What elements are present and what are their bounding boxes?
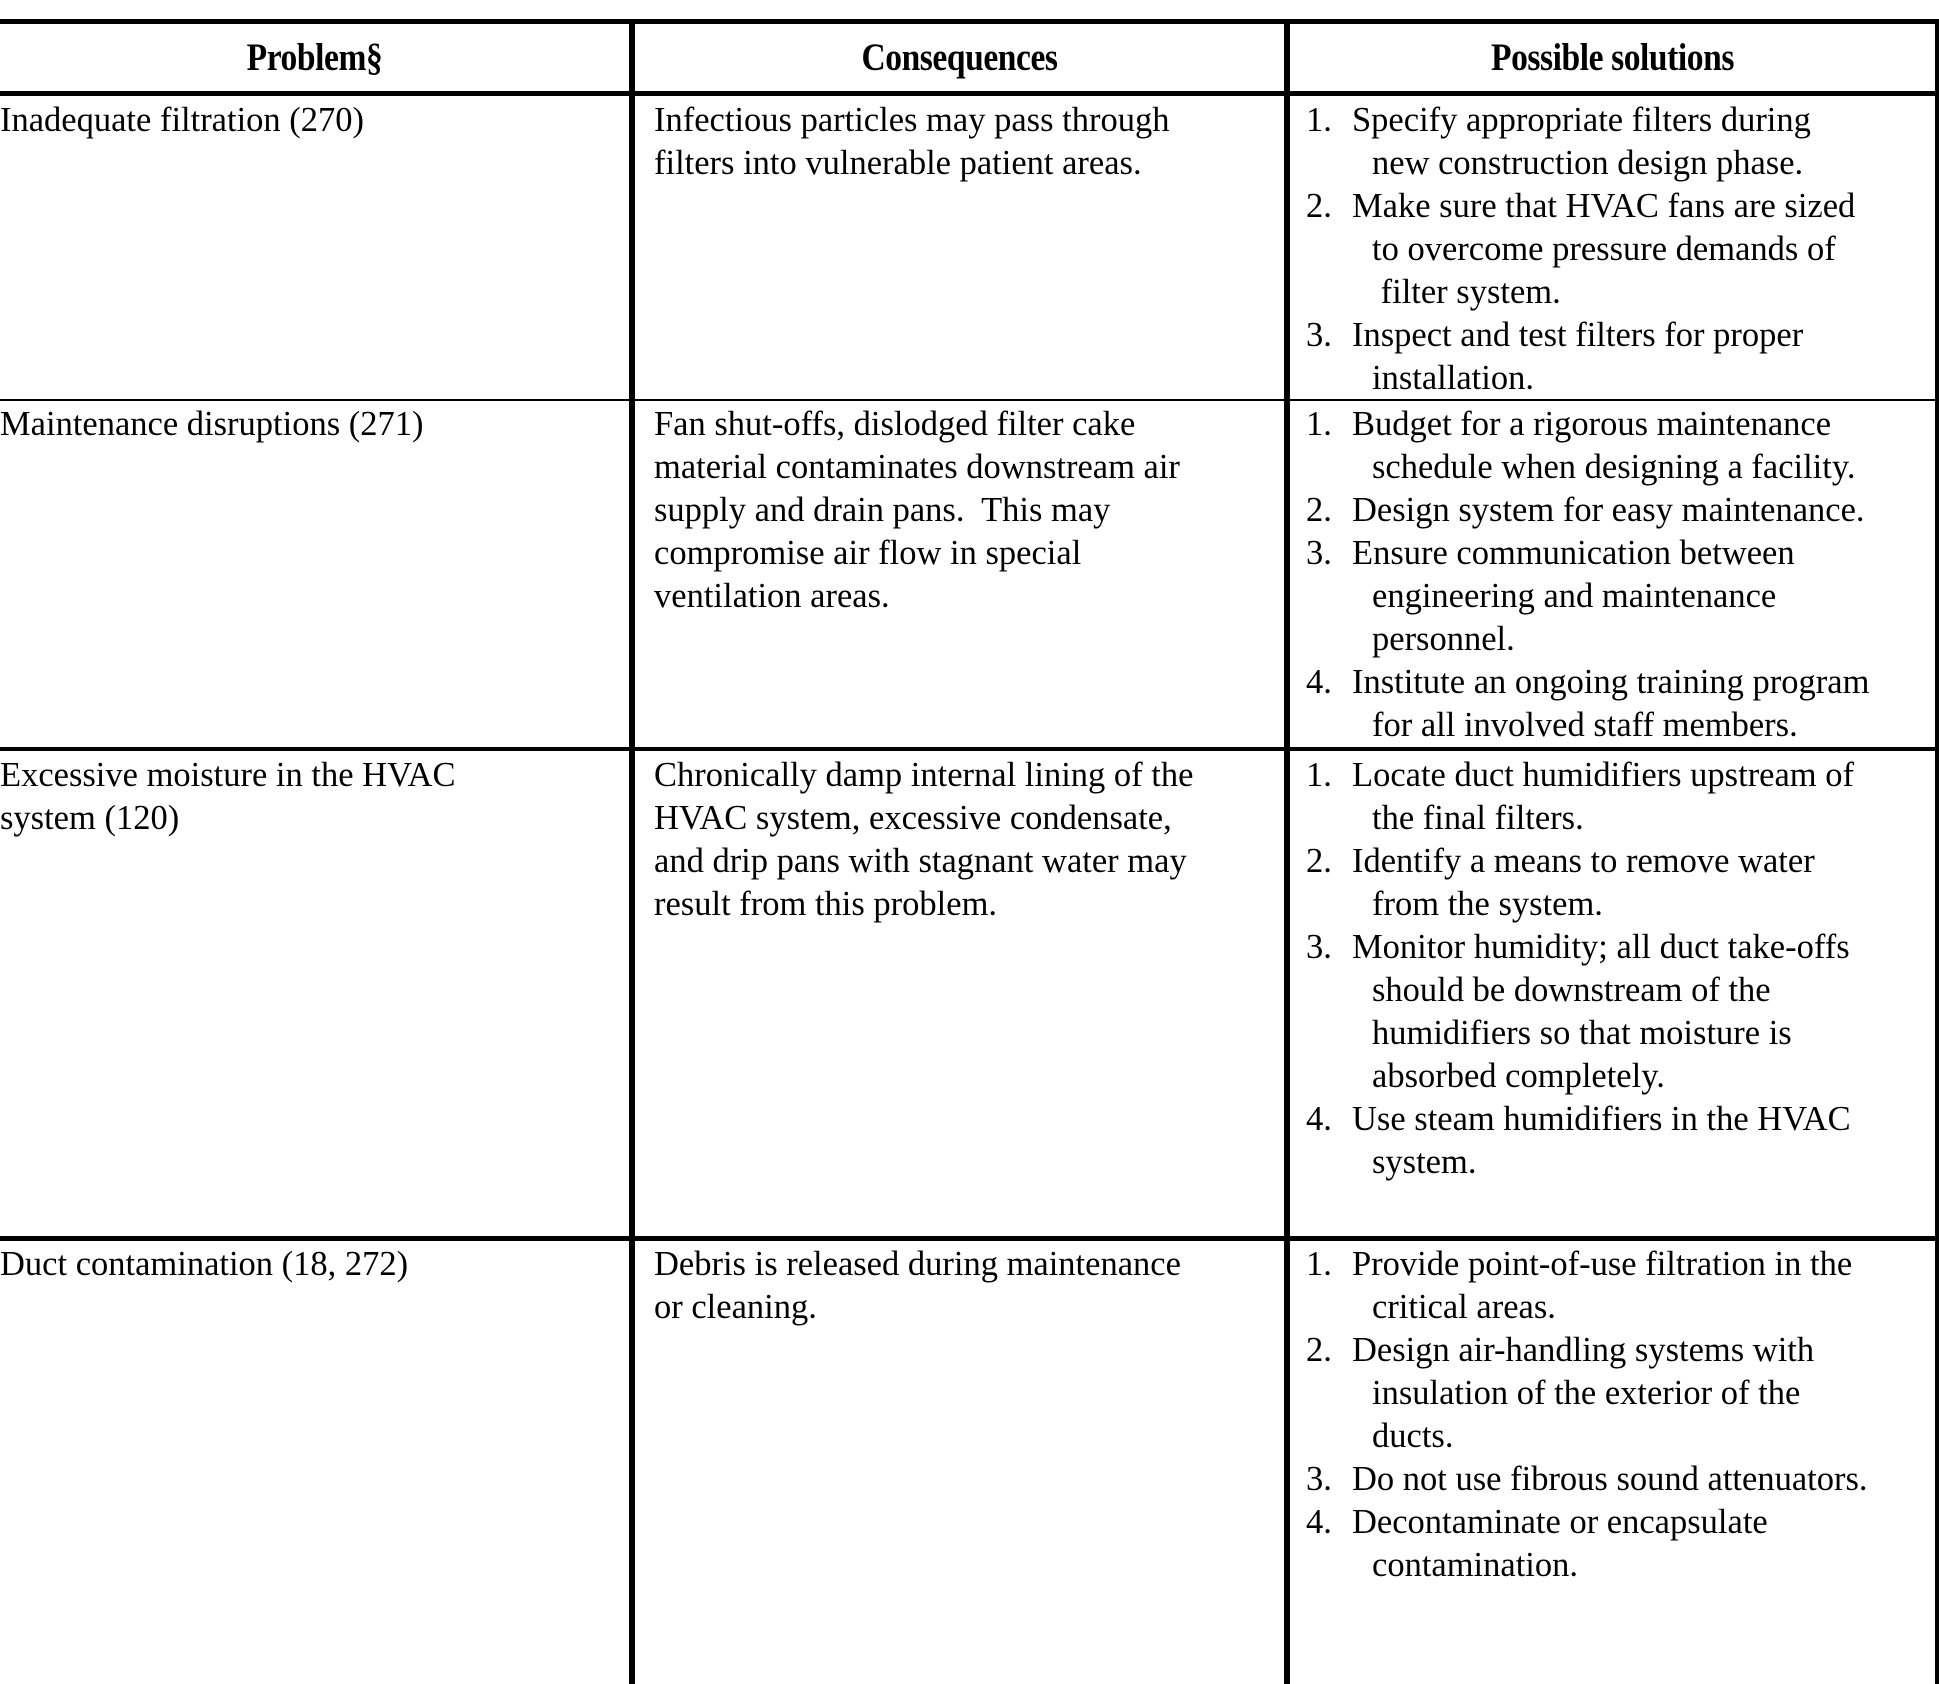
solution-line: Monitor humidity; all duct take-offs xyxy=(1352,928,1850,966)
row-3-bottom-border xyxy=(0,1236,1939,1241)
solution-line: personnel. xyxy=(1372,620,1515,658)
solution-number: 4. xyxy=(1306,663,1332,701)
solution-line: Make sure that HVAC fans are sized xyxy=(1352,187,1856,225)
solution-line: to overcome pressure demands of xyxy=(1372,230,1836,268)
solution-item xyxy=(1306,1501,1931,1587)
solution-item xyxy=(1306,532,1931,661)
row-3-problem: Excessive moisture in the HVAC system (120) xyxy=(0,756,456,837)
solution-line: Budget for a rigorous maintenance xyxy=(1352,405,1832,443)
solution-item xyxy=(1306,403,1931,489)
solution-line: Locate duct humidifiers upstream of xyxy=(1352,756,1855,794)
solution-number: 1. xyxy=(1306,756,1332,794)
solution-number: 3. xyxy=(1306,316,1332,354)
solution-line: filter system. xyxy=(1372,273,1561,311)
solution-item xyxy=(1306,99,1931,185)
solution-line: critical areas. xyxy=(1372,1288,1556,1326)
solution-line: contamination. xyxy=(1372,1546,1578,1584)
header-consequences: Consequences xyxy=(861,36,1058,79)
solution-item xyxy=(1306,1329,1931,1458)
header-problem: Problem§ xyxy=(246,36,383,79)
row-1-solutions xyxy=(1306,99,1931,400)
solution-line: Design system for easy maintenance. xyxy=(1352,491,1865,529)
row-2-consequence: Fan shut-offs, dislodged filter cake material contaminates downstream air supply and drain pans. This may compromise air flow in special ventilation areas. xyxy=(654,405,1180,615)
row-4-problem: Duct contamination (18, 272) xyxy=(0,1245,409,1283)
solution-line: Decontaminate or encapsulate xyxy=(1352,1503,1768,1541)
solution-line: Do not use fibrous sound attenuators. xyxy=(1352,1460,1868,1498)
row-2-solutions xyxy=(1306,403,1931,747)
solution-line: Use steam humidifiers in the HVAC xyxy=(1352,1100,1851,1138)
solution-line: humidifiers so that moisture is xyxy=(1372,1014,1792,1052)
solution-item xyxy=(1306,1243,1931,1329)
solution-number: 3. xyxy=(1306,534,1332,572)
row-3-solutions xyxy=(1306,754,1931,1184)
solution-number: 2. xyxy=(1306,491,1332,529)
solution-number: 2. xyxy=(1306,187,1332,225)
solution-line: absorbed completely. xyxy=(1372,1057,1665,1095)
solution-number: 2. xyxy=(1306,1331,1332,1369)
solution-item xyxy=(1306,840,1931,926)
solution-number: 2. xyxy=(1306,842,1332,880)
solution-line: should be downstream of the xyxy=(1372,971,1771,1009)
solution-number: 3. xyxy=(1306,1460,1332,1498)
solution-line: the final filters. xyxy=(1372,799,1584,837)
solution-number: 4. xyxy=(1306,1503,1332,1541)
solution-line: engineering and maintenance xyxy=(1372,577,1777,615)
solution-item xyxy=(1306,185,1931,314)
solution-line: Identify a means to remove water xyxy=(1352,842,1815,880)
row-2-problem: Maintenance disruptions (271) xyxy=(0,405,424,443)
solution-line: Specify appropriate filters during xyxy=(1352,101,1811,139)
row-2-bottom-border xyxy=(0,747,1939,751)
solution-item xyxy=(1306,314,1931,400)
solution-number: 1. xyxy=(1306,405,1332,443)
solution-line: installation. xyxy=(1372,359,1534,397)
solution-item xyxy=(1306,926,1931,1098)
solution-line: Provide point-of-use filtration in the xyxy=(1352,1245,1853,1283)
solution-line: new construction design phase. xyxy=(1372,144,1804,182)
row-1-problem: Inadequate filtration (270) xyxy=(0,101,365,139)
solution-line: insulation of the exterior of the xyxy=(1372,1374,1801,1412)
solution-line: Inspect and test filters for proper xyxy=(1352,316,1804,354)
solution-line: Ensure communication between xyxy=(1352,534,1795,572)
solution-item xyxy=(1306,661,1931,747)
solution-line: Institute an ongoing training program xyxy=(1352,663,1870,701)
solution-item xyxy=(1306,1458,1931,1501)
column-divider-2 xyxy=(1284,19,1290,1684)
table-right-border xyxy=(1935,19,1939,1684)
solution-line: for all involved staff members. xyxy=(1372,706,1798,744)
solution-item xyxy=(1306,754,1931,840)
row-4-solutions xyxy=(1306,1243,1931,1587)
solution-line: from the system. xyxy=(1372,885,1603,923)
column-divider-1 xyxy=(629,19,635,1684)
solution-number: 4. xyxy=(1306,1100,1332,1138)
solution-number: 1. xyxy=(1306,1245,1332,1283)
solution-line: system. xyxy=(1372,1143,1477,1181)
header-possible-solutions: Possible solutions xyxy=(1491,36,1734,79)
row-1-consequence: Infectious particles may pass through filters into vulnerable patient areas. xyxy=(654,101,1170,182)
solution-line: schedule when designing a facility. xyxy=(1372,448,1856,486)
solution-number: 1. xyxy=(1306,101,1332,139)
solution-item xyxy=(1306,489,1931,532)
row-3-consequence: Chronically damp internal lining of the HVAC system, excessive condensate, and drip pans with stagnant water may result from this problem. xyxy=(654,756,1194,923)
solution-number: 3. xyxy=(1306,928,1332,966)
row-4-consequence: Debris is released during maintenance or cleaning. xyxy=(654,1245,1181,1326)
solution-item xyxy=(1306,1098,1931,1184)
solution-line: Design air-handling systems with xyxy=(1352,1331,1815,1369)
solution-line: ducts. xyxy=(1372,1417,1454,1455)
